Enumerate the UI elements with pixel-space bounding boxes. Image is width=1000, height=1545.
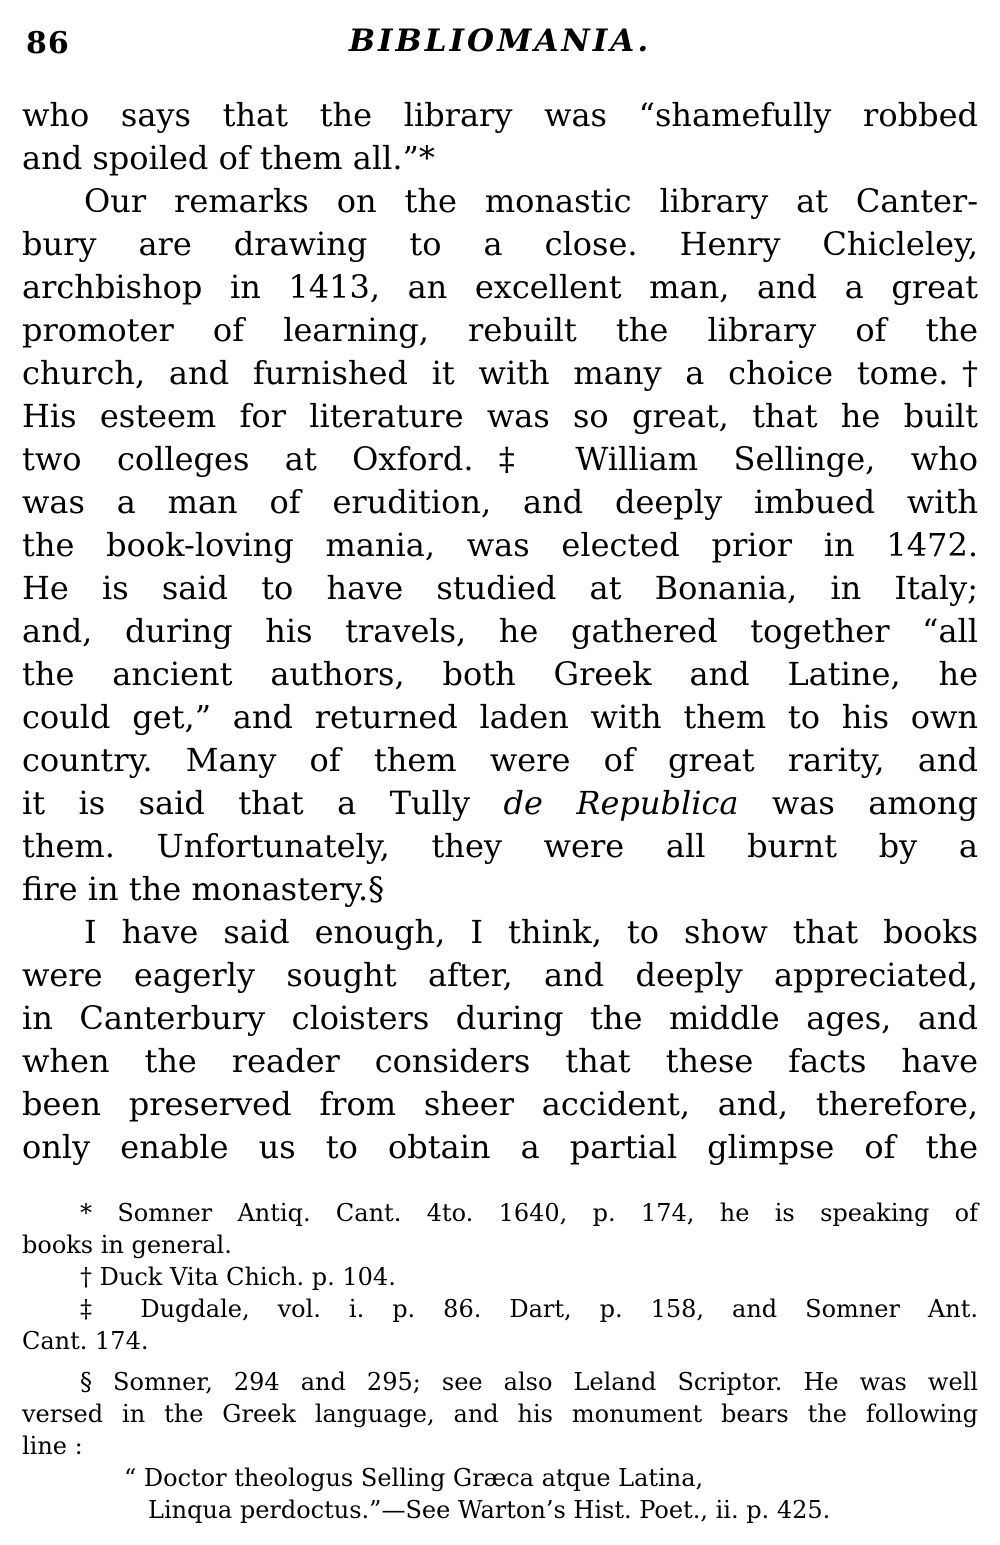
body-line: in Canterbury cloisters during the middle ages, and bbox=[22, 999, 978, 1037]
body-line: Our remarks on the monastic library at Canter- bbox=[84, 182, 978, 220]
footnote-line: books in general. bbox=[22, 1231, 232, 1259]
body-line: the book-loving mania, was elected prior in 1472. bbox=[22, 526, 978, 564]
footnote bbox=[22, 1293, 978, 1357]
body-line: were eagerly sought after, and deeply appreciated, bbox=[22, 956, 978, 994]
body-line: was a man of erudition, and deeply imbued with bbox=[22, 483, 978, 521]
paragraph bbox=[22, 94, 978, 180]
footnote-line: ‡ Dugdale, vol. i. p. 86. Dart, p. 158, and Somner Ant. bbox=[80, 1295, 978, 1323]
footnote-line: versed in the Greek language, and his monument bears the following bbox=[22, 1400, 978, 1428]
footnote bbox=[22, 1366, 978, 1462]
footnote-line: § Somner, 294 and 295; see also Leland Scriptor. He was well bbox=[80, 1368, 978, 1396]
body-line: them. Unfortunately, they were all burnt by a bbox=[22, 827, 978, 865]
body-line: the ancient authors, both Greek and Latine, he bbox=[22, 655, 978, 693]
body-line: His esteem for literature was so great, that he built bbox=[22, 397, 978, 435]
body-line: when the reader considers that these facts have bbox=[22, 1042, 978, 1080]
page-number: 86 bbox=[26, 26, 70, 61]
footnote bbox=[22, 1261, 978, 1293]
body-line: country. Many of them were of great rarity, and bbox=[22, 741, 978, 779]
body-line: and, during his travels, he gathered together “all bbox=[22, 612, 978, 650]
footnote bbox=[22, 1462, 978, 1526]
body-line: been preserved from sheer accident, and, therefore, bbox=[22, 1085, 978, 1123]
body-line: who says that the library was “shamefully robbed bbox=[22, 96, 978, 134]
footnote bbox=[22, 1197, 978, 1261]
body-line: fire in the monastery.§ bbox=[22, 870, 385, 908]
body-line: only enable us to obtain a partial glimpse of the bbox=[22, 1128, 978, 1166]
page-header bbox=[22, 20, 978, 68]
body-line: church, and furnished it with many a choice tome.† bbox=[22, 354, 978, 392]
body-line: He is said to have studied at Bonania, in Italy; bbox=[22, 569, 978, 607]
paragraph bbox=[22, 911, 978, 1169]
footnote-line: * Somner Antiq. Cant. 4to. 1640, p. 174, he is speaking of bbox=[80, 1199, 978, 1227]
body-text bbox=[22, 94, 978, 1169]
footnote-line: “ Doctor theologus Selling Græca atque Latina, bbox=[124, 1464, 704, 1492]
body-line: two colleges at Oxford.‡ William Sellinge, who bbox=[22, 440, 978, 478]
body-line: and spoiled of them all.”* bbox=[22, 139, 435, 177]
footnote-line: † Duck Vita Chich. p. 104. bbox=[80, 1263, 396, 1291]
body-line: I have said enough, I think, to show that books bbox=[84, 913, 978, 951]
body-line: promoter of learning, rebuilt the library of the bbox=[22, 311, 978, 349]
body-line: could get,” and returned laden with them to his own bbox=[22, 698, 978, 736]
footnotes bbox=[22, 1197, 978, 1526]
running-title: BIBLIOMANIA. bbox=[348, 23, 652, 59]
footnote-line: line : bbox=[22, 1432, 83, 1460]
footnote-line: Cant. 174. bbox=[22, 1327, 149, 1355]
body-line: bury are drawing to a close. Henry Chicleley, bbox=[22, 225, 978, 263]
body-line: it is said that a Tully de Republica was among bbox=[22, 784, 979, 822]
footnote-line: Linqua perdoctus.”—See Warton’s Hist. Poet., ii. p. 425. bbox=[148, 1496, 831, 1524]
body-line: archbishop in 1413, an excellent man, and a great bbox=[22, 268, 978, 306]
paragraph bbox=[22, 180, 978, 911]
